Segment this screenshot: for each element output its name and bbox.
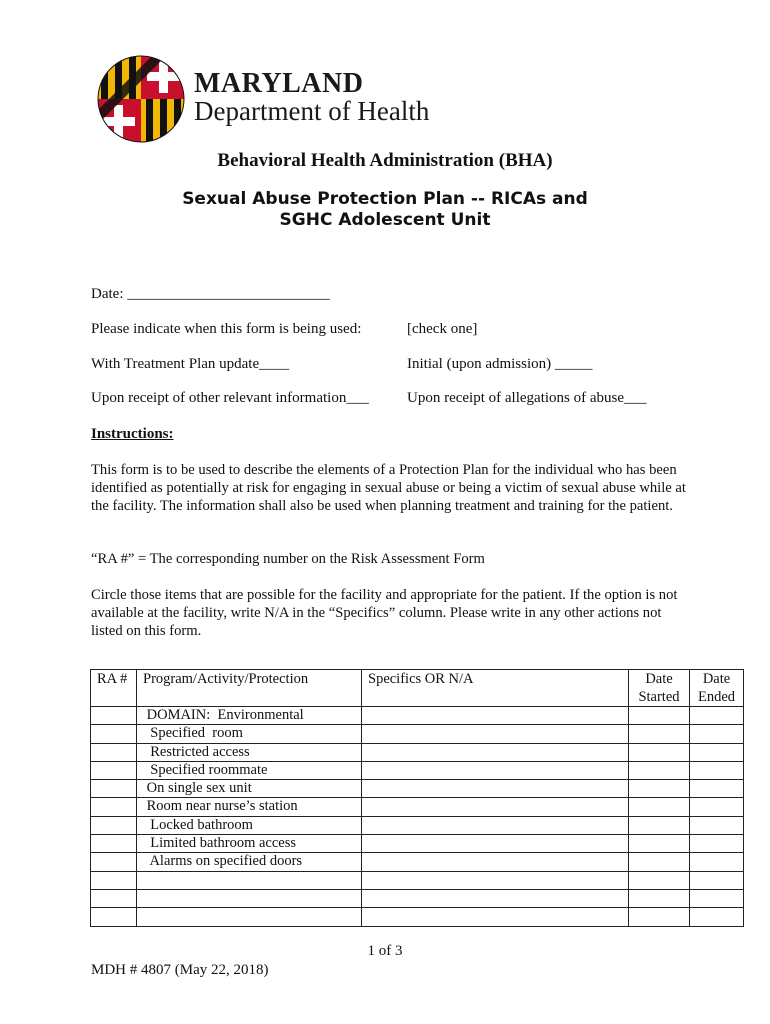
table-row [91,835,744,853]
specifics-cell[interactable] [362,780,629,798]
table-row [91,798,744,816]
program-cell[interactable]: Limited bathroom access [137,835,362,853]
ra-cell[interactable] [91,725,137,743]
started-cell[interactable] [629,908,690,926]
program-cell[interactable] [137,889,362,907]
maryland-logo [96,54,446,144]
table-row [91,816,744,834]
specifics-cell[interactable] [362,835,629,853]
specifics-cell[interactable] [362,908,629,926]
instructions-paragraph-1: This form is to be used to describe the elements of a Protection Plan for the individual who has been identified as potentially at risk for engaging in sexual abuse or being a victim of sexual abuse while at the facility. The information shall also be used when planning treatment and training for the patient. [91,462,686,515]
ended-cell[interactable] [690,780,744,798]
program-cell[interactable]: Locked bathroom [137,816,362,834]
ended-cell[interactable] [690,853,744,871]
agency-heading: Behavioral Health Administration (BHA) [217,150,553,171]
specifics-cell[interactable] [362,816,629,834]
instructions-heading: Instructions: [91,426,174,442]
table-row [91,889,744,907]
ended-cell[interactable] [690,871,744,889]
instructions-paragraph-2: “RA #” = The corresponding number on the Risk Assessment Form [91,551,485,567]
page-number: 1 of 3 [367,943,403,959]
header-program: Program/Activity/Protection [137,670,362,707]
specifics-cell[interactable] [362,871,629,889]
table-row [91,707,744,725]
started-cell[interactable] [629,780,690,798]
started-cell[interactable] [629,707,690,725]
table-row [91,871,744,889]
table-row [91,761,744,779]
logo-subtitle: Department of Health [194,96,430,126]
option-allegations[interactable]: Upon receipt of allegations of abuse___ [407,390,647,406]
ended-cell[interactable] [690,835,744,853]
specifics-cell[interactable] [362,761,629,779]
ra-cell[interactable] [91,835,137,853]
specifics-cell[interactable] [362,853,629,871]
program-cell[interactable]: Restricted access [137,743,362,761]
specifics-cell[interactable] [362,889,629,907]
program-cell[interactable]: Alarms on specified doors [137,853,362,871]
ra-cell[interactable] [91,707,137,725]
ra-cell[interactable] [91,780,137,798]
protection-plan-table [90,669,744,927]
form-title-line1: Sexual Abuse Protection Plan -- RICAs and [182,189,588,209]
ended-cell[interactable] [690,816,744,834]
program-cell[interactable]: DOMAIN: Environmental [137,707,362,725]
started-cell[interactable] [629,889,690,907]
ended-cell[interactable] [690,761,744,779]
table-row [91,725,744,743]
logo-title: MARYLAND [194,68,364,99]
started-cell[interactable] [629,871,690,889]
started-cell[interactable] [629,853,690,871]
specifics-cell[interactable] [362,725,629,743]
instructions-paragraph-3: Circle those items that are possible for the facility and appropriate for the patient. If the option is not available at the facility, write N/A in the “Specifics” column. Please write in any other actions not listed on this form. [91,587,678,640]
started-cell[interactable] [629,816,690,834]
started-cell[interactable] [629,798,690,816]
check-one-label: [check one] [407,321,478,337]
option-initial-admission[interactable]: Initial (upon admission) _____ [407,356,593,372]
table-row [91,853,744,871]
ra-cell[interactable] [91,761,137,779]
ended-cell[interactable] [690,707,744,725]
date-field[interactable]: Date: ___________________________ [91,286,330,302]
header-ra: RA # [91,670,137,707]
form-id: MDH # 4807 (May 22, 2018) [91,962,269,978]
ended-cell[interactable] [690,908,744,926]
header-date-ended: Date Ended [690,670,744,707]
option-treatment-plan[interactable]: With Treatment Plan update____ [91,356,290,372]
ended-cell[interactable] [690,725,744,743]
ended-cell[interactable] [690,889,744,907]
option-other-information[interactable]: Upon receipt of other relevant information___ [91,390,369,406]
table-header-row [91,670,744,707]
ra-cell[interactable] [91,816,137,834]
program-cell[interactable] [137,871,362,889]
header-specifics: Specifics OR N/A [362,670,629,707]
program-cell[interactable]: Room near nurse’s station [137,798,362,816]
ra-cell[interactable] [91,743,137,761]
form-title-line2: SGHC Adolescent Unit [279,210,491,230]
program-cell[interactable] [137,908,362,926]
started-cell[interactable] [629,835,690,853]
specifics-cell[interactable] [362,798,629,816]
ended-cell[interactable] [690,798,744,816]
header-date-started: Date Started [629,670,690,707]
started-cell[interactable] [629,743,690,761]
specifics-cell[interactable] [362,743,629,761]
started-cell[interactable] [629,725,690,743]
maryland-seal-icon [96,54,186,144]
usage-prompt: Please indicate when this form is being used: [91,321,362,337]
program-cell[interactable]: Specified room [137,725,362,743]
table-row [91,908,744,926]
ra-cell[interactable] [91,908,137,926]
table-row [91,780,744,798]
ra-cell[interactable] [91,853,137,871]
program-cell[interactable]: Specified roommate [137,761,362,779]
specifics-cell[interactable] [362,707,629,725]
ended-cell[interactable] [690,743,744,761]
ra-cell[interactable] [91,798,137,816]
started-cell[interactable] [629,761,690,779]
table-row [91,743,744,761]
ra-cell[interactable] [91,889,137,907]
program-cell[interactable]: On single sex unit [137,780,362,798]
ra-cell[interactable] [91,871,137,889]
